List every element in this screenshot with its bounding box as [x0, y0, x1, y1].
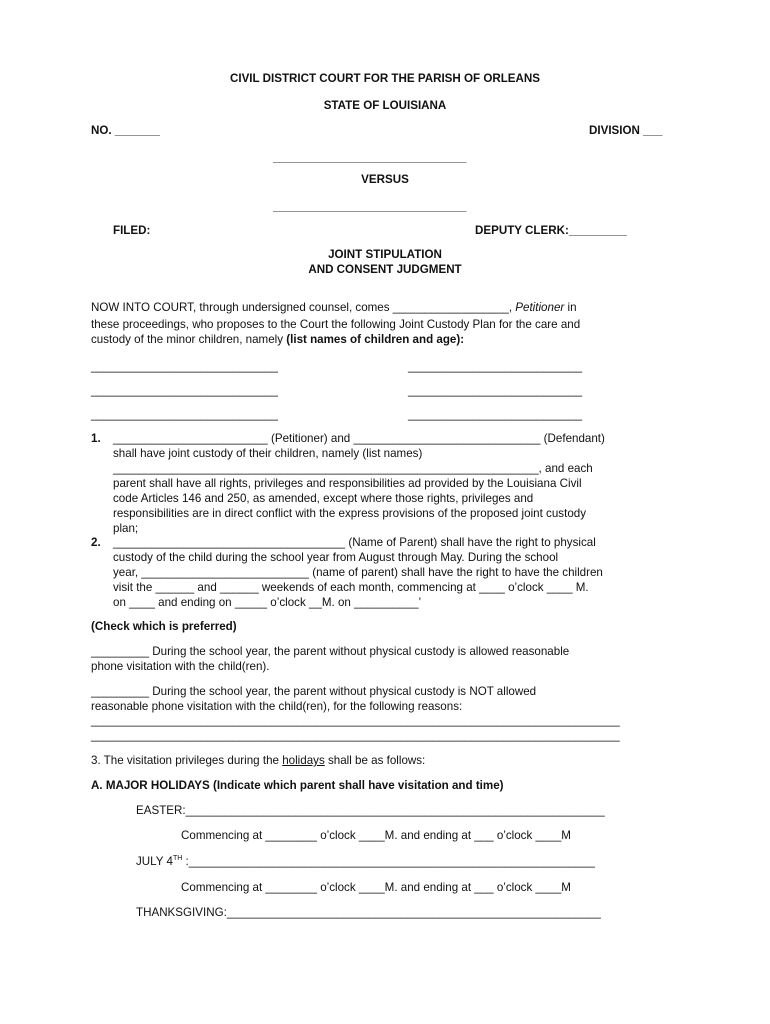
child-line-left-3: _____________________________	[91, 408, 278, 421]
case-number: NO. _______	[91, 124, 160, 137]
item-1-number: 1.	[91, 432, 101, 445]
party1-line: ______________________________	[273, 151, 467, 164]
item-1-line: ________________________ (Petitioner) and _____________________________ (Defendant)	[113, 432, 605, 445]
item-1-line: code Articles 146 and 250, as amended, except where those rights, privileges and	[113, 492, 534, 505]
item-2-line: on ____ and ending on _____ o’clock __M. on __________’	[113, 596, 422, 609]
division: DIVISION ___	[589, 124, 663, 137]
thanksgiving-line: THANKSGIVING:__________________________________________________________	[136, 906, 601, 919]
child-line-right-3: ___________________________	[408, 408, 583, 421]
item-1-line: shall have joint custody of their children, namely (list names)	[113, 447, 423, 460]
item-2-line: year, __________________________ (name of parent) shall have the right to have the children	[113, 566, 603, 579]
item-1-line: plan;	[113, 522, 139, 535]
reasons-blank-line: __________________________________________________________________________________	[91, 729, 620, 742]
item-2-line: visit the ______ and ______ weekends of each month, commencing at ____ o’clock ____ M.	[113, 581, 589, 594]
item-2-line: custody of the child during the school year from August through May. During the school	[113, 551, 559, 564]
list-children-instruction: (list names of children and age):	[286, 333, 465, 346]
item-3-line	[91, 753, 425, 768]
holidays-underlined: holidays	[282, 754, 325, 767]
check-heading: (Check which is preferred)	[91, 620, 237, 633]
july-commencing-line: Commencing at ________ o’clock ____M. and ending at ___ o’clock ____M	[181, 881, 571, 894]
easter-line: EASTER:_________________________________________________________________	[136, 804, 605, 817]
th-superscript: TH	[172, 855, 183, 863]
intro-text: NOW INTO COURT, through undersigned counsel, comes __________________,	[91, 301, 516, 314]
child-line-left-1: _____________________________	[91, 360, 278, 373]
july-4th-line	[136, 854, 595, 869]
intro-line-2: these proceedings, who proposes to the Court the following Joint Custody Plan for the care and	[91, 318, 581, 331]
petitioner-italic: Petitioner	[515, 301, 565, 314]
title-line-2: AND CONSENT JUDGMENT	[308, 263, 462, 276]
intro-text: in	[564, 301, 577, 314]
option-2-line: _________ During the school year, the parent without physical custody is NOT allowed	[91, 685, 537, 698]
item-1-line: parent shall have all rights, privileges and responsibilities ad provided by the Louisiana Civil	[113, 477, 582, 490]
item-3-text: shall be as follows:	[324, 754, 426, 767]
item-2-number: 2.	[91, 536, 101, 549]
intro-line-3	[91, 332, 464, 347]
title-line-1: JOINT STIPULATION	[328, 248, 442, 261]
court-name: CIVIL DISTRICT COURT FOR THE PARISH OF ORLEANS	[229, 72, 541, 85]
july-blank: :_______________________________________________________________	[182, 855, 595, 868]
intro-line-1	[91, 300, 577, 315]
party2-line: ______________________________	[273, 200, 467, 213]
child-line-right-2: ___________________________	[408, 384, 583, 397]
option-1-line: phone visitation with the child(ren).	[91, 660, 270, 673]
easter-commencing-line: Commencing at ________ o’clock ____M. and ending at ___ o’clock ____M	[181, 829, 571, 842]
versus: VERSUS	[361, 173, 409, 186]
july-label: JULY 4	[136, 855, 173, 868]
item-3-text: 3. The visitation privileges during the	[91, 754, 283, 767]
item-1-line: responsibilities are in direct conflict with the express provisions of the proposed joint custody	[113, 507, 587, 520]
intro-text: custody of the minor children, namely	[91, 333, 287, 346]
filed-label: FILED:	[113, 224, 151, 237]
major-holidays-heading: A. MAJOR HOLIDAYS (Indicate which parent shall have visitation and time)	[91, 779, 504, 792]
child-line-left-2: _____________________________	[91, 384, 278, 397]
child-line-right-1: ___________________________	[408, 360, 583, 373]
option-2-line: reasonable phone visitation with the child(ren), for the following reasons:	[91, 700, 463, 713]
deputy-clerk-label: DEPUTY CLERK:_________	[475, 224, 627, 237]
option-1-line: _________ During the school year, the parent without physical custody is allowed reasonable	[91, 645, 570, 658]
state-name: STATE OF LOUISIANA	[323, 99, 447, 112]
reasons-blank-line: __________________________________________________________________________________	[91, 714, 620, 727]
item-2-line: ____________________________________ (Name of Parent) shall have the right to physical	[113, 536, 596, 549]
item-1-line: __________________________________________________________________, and each	[113, 462, 593, 475]
